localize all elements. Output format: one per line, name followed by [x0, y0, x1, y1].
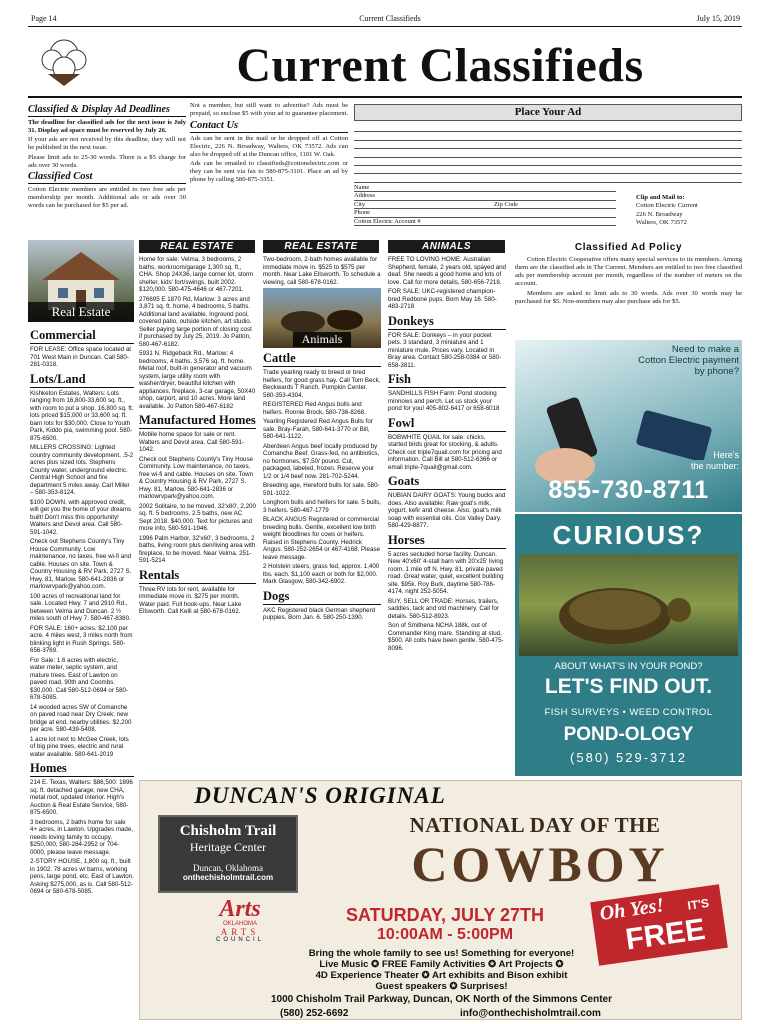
listing: Three RV lots for rent, available for immediate move in. $275 per month. Water paid. Full hook-ups. Near Lake Ellsworth. Call Kelli at 580-678-0162.	[139, 585, 242, 615]
pondology-phone: (580) 529-3712	[570, 750, 687, 765]
fowl-heading: Fowl	[388, 416, 506, 432]
listing: Kishketon Estates, Walters: Lots ranging from 16,800-33,600 sq. ft., with room to put a shop. 16,800 sq. ft. lots priced $15,000 or 33,600 sq. ft. barn lots for $30,000. Close to Youth Park, Kiddo pia, swimming pool. 580-875-6500.	[30, 389, 134, 442]
ct-name-1: Chisholm Trail	[179, 823, 277, 839]
cost-heading: Classified Cost	[28, 171, 186, 184]
turtle-image	[519, 554, 738, 656]
listing: BOBWHITE QUAIL for sale: chicks, started birds great for stocking, & adults. Check out triple7quail.com for pricing and information. Call Bill at 580-512-6366 or email triple-7quail@gmail.com.	[388, 433, 502, 471]
rentals-heading: Rentals	[139, 568, 256, 584]
listing: Breeding age, Hereford bulls for sale. 580-591-1022.	[263, 482, 380, 497]
listing: 100 acres of recreational land for sale. Located Hwy. 7 and 2910 Rd., between Velma and Duncan. 2 ½ miles south of Hwy 7. 580-467-8380.	[30, 592, 131, 622]
payment-ad	[515, 340, 742, 512]
about-text: ABOUT WHAT'S IN YOUR POND?	[554, 661, 703, 672]
listing: BLACK ANGUS Registered or commercial breeding bulls. Gentle, excellent low birth weight bloodlines for cows or heifers. Raised in Stephens County. Hedrick Angus. 580-252-2654 or 467-4168. Please leave message.	[263, 516, 380, 561]
listing: Check out Stephens County's Tiny House Community. Low maintenance, no taxes, free wi-fi and cable. Houses on site. Town & Country Housing & RV Park, 2727 S. Hwy. 81, Marlow. 580-641-2836 or marlowrvpark@yahoo.com.	[139, 455, 254, 500]
listing: Aberdeen Angus beef locally produced by Comanche Beef. Grass-fed, no antibiotics, no hormones, $7.50/ pound. Cut, packaged, labeled, frozen. Reserve your 1/2 or 1/4 beef now. 281-702-5244.	[263, 442, 380, 480]
listing: FOR LEASE: Office space located at 701 West Main in Duncan. Call 580-281-0318.	[30, 346, 131, 368]
page-number: Page 14	[31, 14, 57, 23]
fish-heading: Fish	[388, 372, 506, 388]
column-4	[388, 256, 506, 856]
column-3	[263, 256, 381, 856]
find-out-text: LET'S FIND OUT.	[544, 675, 713, 698]
dogs-heading: Dogs	[263, 589, 381, 605]
place-ad-form	[354, 104, 742, 232]
real-estate-label: Real Estate	[28, 302, 134, 322]
commercial-heading: Commercial	[30, 328, 134, 344]
contact-mail: Ads can be sent in the mail or be dropped off at Cotton Electric, 226 N. Broadway, Walters, OK 73572. Ads can also be dropped off at the Duncan office, 1101 W. Oak.	[190, 134, 348, 158]
listing: NUBIAN DAIRY GOATS: Young bucks and does. Also available: Raw goat's milk, yogurt, kefir and cheese. Also, goat's milk soap with essential oils. Cox Valley Dairy. 580-429-8877.	[388, 492, 506, 529]
title-rule	[28, 96, 742, 98]
cowboy-title: COWBOY	[411, 836, 669, 892]
ad-text-line-1[interactable]	[354, 124, 742, 132]
manufactured-homes-heading: Manufactured Homes	[139, 413, 256, 427]
listing: 2 Holstein steers, grass fed, approx. 1,400 lbs. each. $1,100 each or both for $2,000. Mark Glasgow, 580-342-6902.	[263, 563, 380, 585]
ad-text-line-6[interactable]	[354, 166, 742, 174]
address-field[interactable]: Address	[354, 192, 616, 200]
listing: Longhorn bulls and heifers for sale. 5 bulls, 3 heifers. 580-467-1779	[263, 499, 381, 514]
real-estate-image	[28, 240, 134, 322]
arts-sub-2: ARTS	[220, 927, 260, 937]
listing: 5931 N. Ridgeback Rd., Marlow: 4 bedrooms, 4 baths, 3,576 sq. ft. home. Metal roof, built-in generator and vacuum system, large utility room with washer/dryer, beautiful kitchen with appliances, fireplace, 3-car garage, 50X40 shop, carport, and 10 acres. More land available. Jo Patton 580-467-6182	[139, 350, 256, 410]
listing: Son of Smithena NCHA 188k, out of Commander King mare. Standing at stud, $500. All colts have been gentle. 580-475-8096.	[388, 622, 504, 652]
event-line-4: Guest speakers ✪ Surprises!	[375, 981, 508, 992]
name-field[interactable]: Name	[354, 184, 616, 192]
policy-text-2: Members are asked to limit ads to 30 words. Ads over 30 words may be purchased for $5. Non-members may also purchase ads for $5.	[515, 289, 742, 305]
col-header-real-estate-2: REAL ESTATE	[263, 240, 379, 253]
its-text: IT'S	[686, 895, 710, 913]
ad-text-line-4[interactable]	[354, 149, 742, 157]
event-line-3: 4D Experience Theater ✪ Art exhibits and Bison exhibit	[315, 970, 568, 981]
nonmember-text: Not a member, but still want to advertise? Ads must be prepaid, so enclose $5 with your ad to guarantee placement.	[190, 102, 349, 117]
curious-text: CURIOUS?	[552, 520, 705, 550]
listing: Mobile home space for sale or rent. Walters and Devol area. Call 580-591-1042.	[139, 431, 245, 453]
event-email: info@onthechisholmtrail.com	[460, 1008, 601, 1019]
national-day: NATIONAL DAY OF THE	[409, 813, 661, 837]
homes-heading: Homes	[30, 761, 134, 777]
city-field[interactable]: City Zip Code	[354, 201, 616, 209]
col-header-animals: ANIMALS	[388, 240, 505, 253]
listing: 14 wooded acres SW of Comanche on paved road near Dry Creek; new bridge at end, nearby utilities. $2,200 per acre. 580-439-5408.	[30, 703, 132, 733]
lots-heading: Lots/Land	[30, 372, 134, 388]
cotton-logo-icon	[28, 30, 100, 94]
listing: Yearling Registered Red Angus Bulls for sale. Bray-Farah, 580-641-3770 or Bill, 580-641-1122.	[263, 418, 373, 440]
donkeys-heading: Donkeys	[388, 314, 506, 330]
pay-line-3: by phone?	[694, 366, 739, 377]
event-phone: (580) 252-6692	[280, 1008, 349, 1019]
horses-heading: Horses	[388, 533, 506, 549]
deadlines-block	[28, 102, 186, 212]
ad-text-line-7[interactable]	[354, 174, 742, 182]
listing: FOR SALE: Donkeys – in your pocket pets. 3 standard, 3 miniature and 1 miniature mule. Prices vary. Located in Bray area. Contact 580-258-0384 or 580-658-3811.	[388, 331, 502, 369]
listing: 276695 E 1870 Rd, Marlow: 3 acres and 3,871 sq. ft. home, 4 bedrooms, 5 baths. Additional land available. Inground pool, covered patio, outside kitchen, art studio. Seller paying large portion of closing cost if purchased by July 25, 2019. Jo Patton, 580-467-6182.	[139, 295, 252, 348]
policy-text-1: Cotton Electric Cooperative offers many special services to its members. Among them are the classified ads in The Current. Members are entitled to two free classified ads per membership account per month, regardless of the number of meters on the account.	[515, 256, 742, 287]
listing: Home for sale: Velma, 3 bedrooms, 2 baths, workroom/garage 1,300 sq. ft., CHA. Shop 24X36, large corner lot, storm shelter, kids' fort/swings, built 2002. $120,000. 580-475-4646 or 467-7201.	[139, 256, 254, 293]
here-line-2: the number:	[690, 461, 739, 471]
listing: FOR SALE: UKC-registered champion-bred Redbone pups. Born May 16. 580-483-2718	[388, 288, 497, 310]
listing: MILLERS CROSSING: Lighted country community development, .5-2 acres plus sized lots. Stephens County water, underground electric. Central High School and fire department 5 miles away. Carl Miller – 580-353-8124.	[30, 444, 134, 496]
deadlines-heading: Classified & Display Ad Deadlines	[28, 104, 186, 117]
contact-email: Ads can be emailed to classifieds@cottonelectric.com or they can be sent via fax to 580-875-3101. Place an ad by phone by calling 580-875-3351.	[190, 160, 348, 183]
account-field[interactable]: Cotton Electric Account #	[354, 218, 616, 226]
word-limit: Please limit ads to 25-30 words. There is a $5 charge for ads over 30 words.	[28, 153, 186, 169]
cattle-heading: Cattle	[263, 351, 381, 367]
listing: 1 acre lot next to McGee Creek, lots of big pine trees, electric and rural water available. 580-641-2019	[30, 735, 129, 758]
listing: AKC Registered black German shepherd puppies. Born Jan. 6. 580-250-1390.	[263, 606, 376, 621]
listing: 2-STORY HOUSE, 1,800 sq. ft., built in 1902. 78 acres w/ barns, working pens, large pond, etc. East of Lawton. Asking $275,000, as is. Call 580-512-0694 or 580-678-5085.	[30, 858, 134, 895]
event-date: SATURDAY, JULY 27TH	[345, 905, 545, 925]
event-line-1: Bring the whole family to see us! Something for everyone!	[308, 948, 575, 959]
duncans-original: DUNCAN'S ORIGINAL	[194, 783, 446, 808]
issue-date: July 15, 2019	[696, 14, 740, 23]
listing: REGISTERED Red Angus bulls and heifers. Ronnie Brock, 580-736-8268.	[263, 401, 366, 416]
phone-field[interactable]: Phone	[354, 209, 616, 217]
listing: SANDHILLS FISH Farm: Pond stocking minnows and perch. Let us stock your pond for you! 405-802-6417 or 658-6018	[388, 390, 500, 412]
col-header-real-estate-1: REAL ESTATE	[139, 240, 255, 253]
arts-word: Arts	[219, 896, 261, 922]
here-line-1: Here's	[713, 450, 739, 460]
event-line-2: Live Music ✪ FREE Family Activities ✪ Art Projects ✪	[319, 959, 564, 970]
arts-sub-3: COUNCIL	[215, 937, 264, 943]
cost-text: Cotton Electric members are entitled to two free ads per membership per month. Additional ads or ads over 30 words can be purchased for $5 per ad.	[28, 186, 186, 210]
page-title: Current Classifieds	[236, 39, 644, 92]
deadline-warning: If your ads are not received by this deadline, they will not be published in the next issue.	[28, 136, 186, 152]
listing: FREE TO LOVING HOME: Australian Shepherd, female, 2 years old, spayed and deaf. She needs a good home and lots of love. Call for more details, 580-656-7218.	[388, 256, 506, 286]
pondology-brand: POND-OLOGY	[563, 724, 694, 745]
listing: Trade yearling ready to breed or bred heifers, for good grass hay. Call Tom Beck, Beckwards T Ranch. Pumpkin Center. 580-353-4304.	[263, 369, 381, 399]
listing: Two-bedroom, 2-bath homes available for immediate move in. $525 to $575 per month. Near Lake Ellsworth. To schedule a viewing, call 580-678-0162.	[263, 256, 381, 286]
ad-text-line-5[interactable]	[354, 158, 742, 166]
arts-council-logo	[190, 897, 290, 945]
ct-name-2: Heritage Center	[189, 840, 267, 854]
ad-text-line-2[interactable]	[354, 132, 742, 140]
listing: For Sale: 1.6 acres with electric, water meter, septic system, and mature trees. East of Lawton on paved road. 90th and Coombs. $30,000. Call 580-512-0694 or 580-678-5085.	[30, 656, 129, 701]
free-text: FREE	[623, 912, 708, 957]
listing: FOR SALE: 160+ acres. $2,100 per acre. 4 miles west, 3 miles north from blinking light in Rush Springs. 580-656-3769.	[30, 624, 133, 654]
header-rule	[28, 26, 742, 27]
phone-hand-icon	[525, 380, 635, 490]
pond-ad	[515, 514, 742, 776]
listing: $100 DOWN, with approved credit, will get you the home of your dreams built! Don't miss this opportunity! Walters and Devol area. Call 580-591-1042.	[30, 498, 132, 536]
listing: 2002 Solitaire, to be moved. 32'x80', 2,200 sq. ft. 5 bedrooms, 2.5 baths, new AC Sept 2018. $40,000. Text for pictures and more info, 580-591-1946.	[139, 502, 256, 532]
pay-line-2: Cotton Electric payment	[638, 355, 739, 366]
contact-block	[190, 102, 348, 185]
listing: Check out Stephens County's Tiny House Community. Low maintenance, no taxes, free wi-fi and cable. Houses on site. Town & Country Housing & RV Park, 2727 S. Hwy. 81, Marlow. 580-641-2836 or marlowrvpark@yahoo.com.	[30, 538, 132, 590]
policy-box	[515, 242, 742, 342]
contact-heading: Contact Us	[190, 120, 348, 133]
listing: 214 E. Texas, Walters: $86,500: 1896 sq. ft. detached garage, new CHA, metal roof, updated interior. High's Auction & Real Estate Service, 580-875-6500.	[30, 779, 133, 816]
listing: 3 bedrooms, 2 baths home for sale 4+ acres, in Lawton. Upgrades made, needs loving family to occupy. $250,000, 580-284-2952 or 704-0000, please leave message.	[30, 818, 134, 856]
ct-url: onthechisholmtrail.com	[182, 873, 274, 882]
deadline-text: The deadline for classified ads for the next issue is July 31. Display ad space must be reserved by July 26.	[28, 119, 186, 134]
mail-to: Clip and Mail to: Cotton Electric Current 226 N. Broadway Walters, OK 73572	[636, 194, 698, 227]
ad-text-line-3[interactable]	[354, 141, 742, 149]
event-time: 10:00AM - 5:00PM	[376, 926, 514, 943]
services-text: FISH SURVEYS • WEED CONTROL	[544, 707, 713, 718]
event-address: 1000 Chisholm Trail Parkway, Duncan, OK North of the Simmons Center	[270, 994, 612, 1005]
ct-city: Duncan, Oklahoma	[193, 863, 263, 873]
listing: BUY, SELL OR TRADE: Horses, trailers, saddles, tack and old machinery. Call for details. 580-512-8923.	[388, 597, 499, 620]
chisholm-logo	[158, 815, 298, 893]
column-1	[30, 325, 134, 898]
listing: 1996 Palm Harbor, 32'x60', 3 bedrooms, 2 baths, living room plus den/living area with fireplace, to be moved. Near Velma. 251-591-5214	[139, 534, 256, 564]
goats-heading: Goats	[388, 474, 506, 490]
pay-number: 855-730-8711	[548, 476, 709, 504]
column-2	[139, 256, 256, 856]
animals-label: Animals	[293, 332, 351, 347]
cowboy-day-ad	[139, 780, 742, 1020]
arts-sub-1: OKLAHOMA	[222, 921, 257, 927]
animals-image	[263, 288, 381, 348]
form-title: Place Your Ad	[354, 104, 742, 121]
oh-yes-text: Oh Yes!	[598, 894, 666, 926]
pay-line-1: Need to make a	[671, 344, 739, 355]
policy-heading: Classified Ad Policy	[574, 242, 683, 253]
listing: 5 acres secluded horse facility. Duncan. New 40'x60' 4-stall barn with 20'x25' living room. 1 mile off N. Hwy. 81, private paved road. Great water, quiet, excellent building site. $95k. Roy Burk, daytime 580-786-4174, night 252-5054.	[388, 550, 504, 595]
section-name: Current Classifieds	[359, 14, 421, 23]
